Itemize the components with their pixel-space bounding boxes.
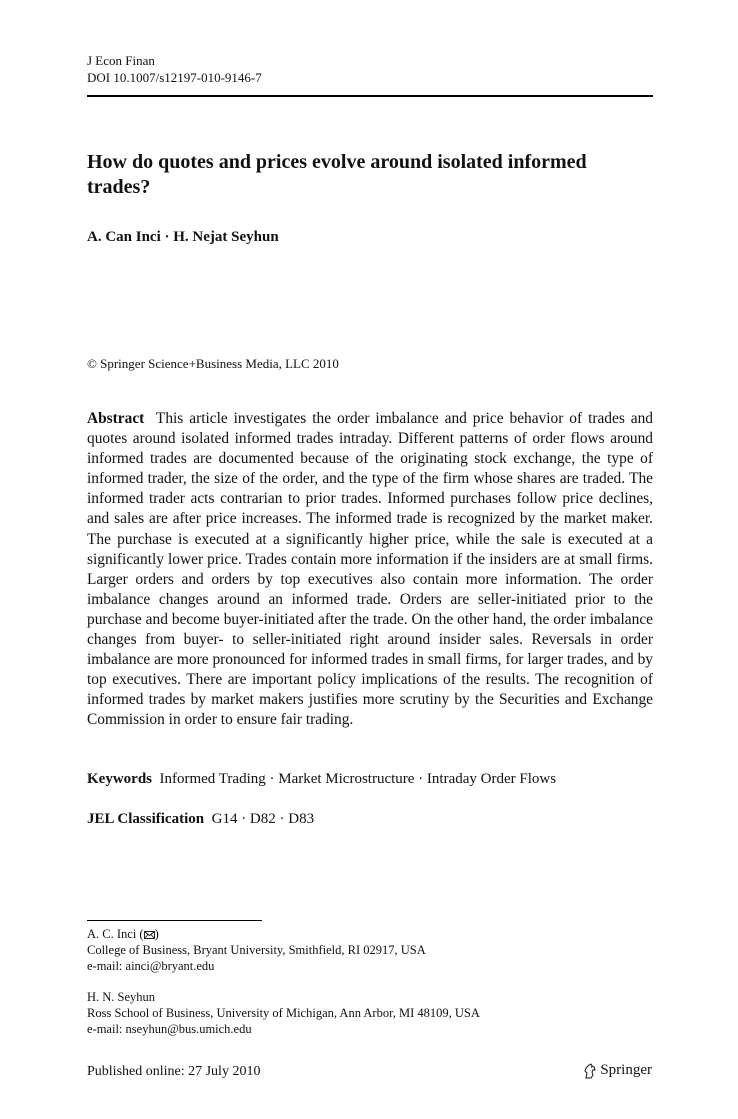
abstract [87, 409, 653, 731]
affiliation-name [87, 926, 426, 942]
jel-codes: G14 · D82 · D83 [211, 811, 315, 827]
keywords [87, 771, 556, 788]
keywords-label: Keywords [87, 771, 152, 787]
affiliation-address: Ross School of Business, University of Michigan, Ann Arbor, MI 48109, USA [87, 1006, 480, 1020]
affiliation-email[interactable]: e-mail: nseyhun@bus.umich.edu [87, 1022, 252, 1036]
header-rule [87, 95, 653, 97]
jel-label: JEL Classification [87, 811, 205, 827]
keywords-text: Informed Trading · Market Microstructure · Intraday Order Flows [159, 771, 557, 787]
paper-title: How do quotes and prices evolve around isolated informed trades? [87, 151, 587, 198]
copyright: © Springer Science+Business Media, LLC 2010 [87, 356, 339, 371]
published-date: Published online: 27 July 2010 [87, 1064, 261, 1079]
affiliation-name: H. N. Seyhun [87, 990, 156, 1004]
affiliation-email[interactable]: e-mail: ainci@bryant.edu [87, 959, 215, 973]
abstract-text: This article investigates the order imbalance and price behavior of trades and quotes around isolated informed trades intraday. Different patterns of order flows around informed trades are documented because of the originating stock exchange, the type of informed trader, the size of the order, and the type of the firm whose shares are traded. The informed trader acts contrarian to prior trades. Informed purchases follow price declines, and sales are after price increases. The informed trade is recognized by the market maker. The purchase is executed at a significantly higher price, while the sale is executed at a significantly lower price. Trades contain more information if the insiders are at small firms. Larger orders and orders by top executives also contain more information. The order imbalance changes around an informed trade. Orders are seller-initiated prior to the purchase and become buyer-initiated after the trade. On the other hand, the order imbalance changes from buyer- to seller-initiated right around insider sales. Reversals in order imbalance are more pronounced for informed trades in small firms, for larger trades, and by top executives. There are important policy implications of the results. The recognition of informed trades by market makers justifies more scrutiny by the Securities and Exchange Commission in order to ensure fair trading. [87, 410, 653, 729]
authors: A. Can Inci · H. Nejat Seyhun [87, 229, 279, 245]
affiliation-inci [87, 926, 426, 974]
journal-header [87, 52, 262, 86]
journal-name: J Econ Finan [87, 53, 155, 68]
footnote-rule [87, 920, 262, 921]
abstract-label: Abstract [87, 410, 145, 427]
affiliation-seyhun [87, 989, 480, 1037]
springer-logo [583, 1062, 652, 1079]
springer-wordmark: Springer [600, 1062, 652, 1078]
envelope-icon[interactable] [144, 927, 155, 935]
jel-classification [87, 811, 314, 828]
springer-horse-icon [583, 1063, 597, 1079]
affiliation-address: College of Business, Bryant University, Smithfield, RI 02917, USA [87, 943, 426, 957]
doi[interactable]: DOI 10.1007/s12197-010-9146-7 [87, 70, 262, 85]
author-name-close: ) [154, 927, 159, 941]
author-name: A. C. Inci ( [87, 927, 144, 941]
